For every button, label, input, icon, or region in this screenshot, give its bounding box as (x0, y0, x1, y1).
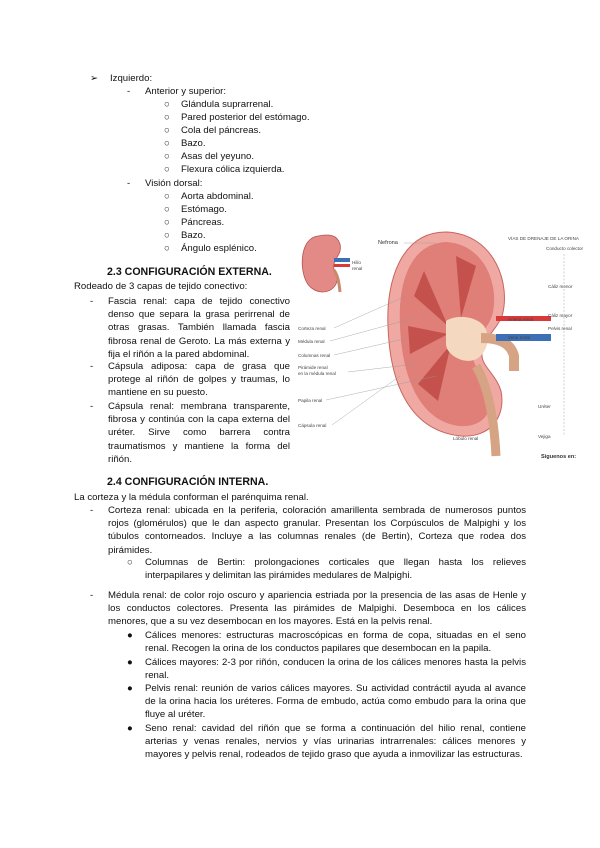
caliz-mayor-label: Cáliz mayor (548, 313, 573, 318)
anterior-item: Asas del yeyuno. (181, 151, 255, 162)
capsula-renal-text: Cápsula renal: membrana transparente, fibrosa y continúa con la capa externa del uréter. Sirve como barrera contra traumatismos y mantiene la forma del riñón. (108, 401, 290, 465)
anterior-item: Cola del páncreas. (181, 125, 261, 136)
circle-bullet-icon: ○ (164, 243, 170, 254)
figure-caption: Siguenos en: (541, 454, 577, 460)
circle-bullet-icon: ○ (164, 230, 170, 241)
heading-configuracion-interna: 2.4 CONFIGURACIÓN INTERNA. (107, 476, 269, 488)
renal-label: renal (352, 266, 363, 271)
lobulo-renal-label: Lóbulo renal (453, 436, 479, 441)
kidney-anatomy-figure (296, 226, 600, 464)
circle-bullet-icon: ○ (164, 99, 170, 110)
dorsal-item: Bazo. (181, 230, 206, 241)
columnas-bertin-text: Columnas de Bertin: prolongaciones corticales que llegan hasta los relieves interpapilares y delimitan las pirámides medulares de Malpighi. (145, 557, 526, 582)
anterior-item: Pared posterior del estómago. (181, 112, 310, 123)
vejiga-label: Vejiga (538, 434, 551, 439)
externa-intro: Rodeado de 3 capas de tejido conectivo: (74, 281, 248, 292)
nefrona-label: Nefrona (378, 240, 398, 246)
circle-bullet-icon: ○ (164, 217, 170, 228)
ureter-label: Uréter (538, 404, 551, 409)
pelvis-renal-label: Pelvis renal (548, 326, 572, 331)
anterior-title: Anterior y superior: (145, 86, 227, 97)
dorsal-title: Visión dorsal: (145, 178, 203, 189)
arrow-bullet-icon: ➢ (90, 73, 99, 84)
interna-intro: La corteza y la médula conforman el parénquima renal. (74, 492, 309, 503)
small-kidney-icon (302, 235, 350, 292)
circle-bullet-icon: ○ (164, 125, 170, 136)
dash-bullet-icon: - (90, 505, 94, 516)
vena-renal-label: Vena renal (508, 335, 530, 340)
circle-bullet-icon: ○ (127, 557, 133, 568)
corteza-renal-label: Corteza renal (298, 326, 326, 331)
corteza-renal-text: Corteza renal: ubicada en la periferia, coloración amarillenta sembrada de numerosos puntos rojos (glomérulos) que le dan aspecto granular. Presentan los Corpúsculos de Malpighi y los túbulos contorneados. Incluye a las columnas renales (de Bertin), Corteza que rodea dos pirámides. (108, 505, 526, 556)
caliz-menor-label: Cáliz menor (548, 284, 573, 289)
large-kidney-icon (388, 232, 551, 456)
vias-drenaje-label: VÍAS DE DRENAJE DE LA ORINA (508, 236, 579, 241)
disc-bullet-icon: ● (127, 657, 133, 668)
piramide-renal-sub-label: en la médula renal (298, 371, 336, 376)
pelvis-renal-text: Pelvis renal: reunión de varios cálices mayores. Su actividad contráctil ayuda al avance de la orina hacia los uréteres. Forma de embudo, actúa como embudo para la orina que fluye al uréter. (145, 683, 526, 721)
circle-bullet-icon: ○ (164, 138, 170, 149)
circle-bullet-icon: ○ (164, 112, 170, 123)
dorsal-item: Páncreas. (181, 217, 225, 228)
medula-renal-label: Médula renal (298, 339, 325, 344)
arteria-renal-label: Arteria renal (508, 317, 534, 322)
circle-bullet-icon: ○ (164, 191, 170, 202)
dash-bullet-icon: - (90, 590, 94, 601)
dorsal-item: Ángulo esplénico. (181, 243, 257, 254)
anterior-item: Flexura cólica izquierda. (181, 164, 285, 175)
anterior-item: Glándula suprarrenal. (181, 99, 274, 110)
columnas-renal-label: Columnas renal (298, 353, 331, 358)
circle-bullet-icon: ○ (164, 151, 170, 162)
dash-bullet-icon: - (90, 401, 94, 412)
medula-renal-text: Médula renal: de color rojo oscuro y apariencia estriada por la presencia de las asas de Henle y los conductos colectores. Presenta las pirámides de Malpighi. Desemboca en los cálices menores, que a su vez desembocan en los mayores. Está en la pelvis renal. (108, 590, 526, 628)
dash-bullet-icon: - (90, 296, 94, 307)
conducto-colector-label: Conducto colector (546, 246, 584, 251)
disc-bullet-icon: ● (127, 683, 133, 694)
izquierdo-title: Izquierdo: (110, 73, 153, 84)
hilio-label: Hilio (352, 260, 361, 265)
dorsal-item: Estómago. (181, 204, 227, 215)
dash-bullet-icon: - (127, 86, 131, 97)
piramide-renal-label: Pirámide renal (298, 365, 328, 370)
heading-configuracion-externa: 2.3 CONFIGURACIÓN EXTERNA. (107, 266, 272, 278)
papila-renal-label: Papila renal (298, 398, 323, 403)
disc-bullet-icon: ● (127, 630, 133, 641)
circle-bullet-icon: ○ (164, 164, 170, 175)
circle-bullet-icon: ○ (164, 204, 170, 215)
capsula-renal-label: Cápsula renal (298, 423, 327, 428)
capsula-adiposa-text: Cápsula adiposa: capa de grasa que protege al riñón de golpes y traumas, lo mantiene en su puesto. (108, 361, 290, 399)
fascia-renal-text: Fascia renal: capa de tejido conectivo denso que separa la grasa perirrenal de otras grasas. También llamada fascia fibrosa renal de Geroto. La más externa y fija el riñón a la pared abdominal. (108, 296, 290, 360)
disc-bullet-icon: ● (127, 723, 133, 734)
dash-bullet-icon: - (90, 361, 94, 372)
dorsal-item: Aorta abdominal. (181, 191, 254, 202)
seno-renal-text: Seno renal: cavidad del riñón que se forma a continuación del hilio renal, contiene arterias y venas renales, nervios y vías urinarias intrarrenales: cálices menores y mayores y pelvis renal, rodeados de tejido graso que ayuda a inmovilizar las estructuras. (145, 723, 526, 761)
calices-menores-text: Cálices menores: estructuras macroscópicas en forma de copa, situadas en el seno renal. Recogen la orina de los conductos papilares que desembocan en la papila. (145, 630, 526, 655)
calices-mayores-text: Cálices mayores: 2-3 por riñón, conducen la orina de los cálices menores hasta la pelvis renal. (145, 657, 526, 682)
dash-bullet-icon: - (127, 178, 131, 189)
anterior-item: Bazo. (181, 138, 206, 149)
